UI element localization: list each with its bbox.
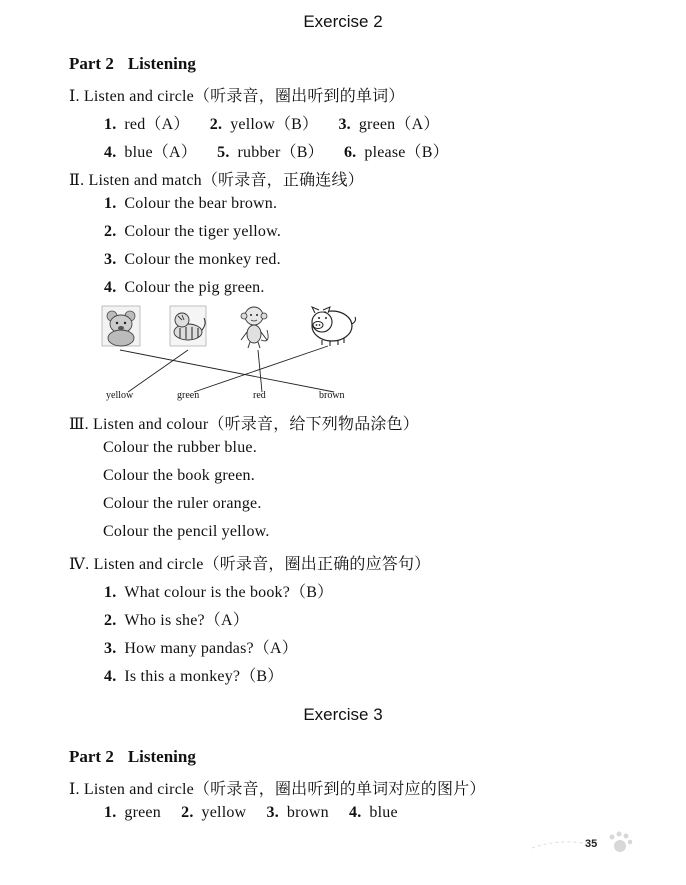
part-label: Part 2 xyxy=(69,747,114,766)
section-1-row-2 xyxy=(104,139,449,162)
list-item xyxy=(104,579,333,602)
bear-picture xyxy=(102,306,140,346)
list-item xyxy=(104,251,281,269)
part-name: Listening xyxy=(127,54,196,73)
item-text: yellow（B） xyxy=(230,116,319,133)
item-num: 1. xyxy=(104,804,117,821)
item-num: 1. xyxy=(104,584,117,601)
list-item: Colour the rubber blue. xyxy=(103,439,257,456)
exercise-3-title: Exercise 3 xyxy=(303,705,383,724)
page-number: 35 xyxy=(585,838,598,850)
section-1-title: Ⅰ. Listen and circle（听录音，圈出听到的单词对应的图片） xyxy=(69,781,486,798)
item-text: brown xyxy=(286,804,329,821)
item-text: rubber（B） xyxy=(237,144,324,161)
match-line xyxy=(120,350,334,392)
label-brown: brown xyxy=(319,390,345,401)
item-text: red（A） xyxy=(124,116,190,133)
item-num: 2. xyxy=(181,804,194,821)
section-4-title: Ⅳ. Listen and circle（听录音，圈出正确的应答句） xyxy=(69,556,431,573)
match-line xyxy=(258,350,262,392)
item-text: Is this a monkey?（B） xyxy=(124,668,284,685)
list-item: Colour the book green. xyxy=(103,467,255,484)
item-text: blue xyxy=(369,804,398,821)
item-text: yellow xyxy=(201,804,247,821)
section-1-title: Ⅰ. Listen and circle（听录音，圈出听到的单词） xyxy=(69,88,405,105)
match-line xyxy=(128,350,188,392)
item-text: What colour is the book?（B） xyxy=(124,584,334,601)
item-num: 2. xyxy=(104,612,117,629)
item-num: 4. xyxy=(104,279,117,296)
monkey-picture xyxy=(241,307,268,348)
item-num: 4. xyxy=(104,144,117,161)
item-text: green（A） xyxy=(358,116,440,133)
item-num: 3. xyxy=(338,116,351,133)
item-num: 1. xyxy=(104,116,117,133)
section-1-row xyxy=(104,804,398,822)
item-num: 6. xyxy=(343,144,357,161)
item-text: How many pandas?（A） xyxy=(124,640,298,657)
item-num: 4. xyxy=(104,668,117,685)
item-num: 3. xyxy=(104,251,117,268)
tiger-picture xyxy=(170,306,206,346)
part-heading xyxy=(69,54,210,74)
list-item xyxy=(104,223,281,241)
item-text: green xyxy=(124,804,161,821)
section-2-title: Ⅱ. Listen and match（听录音，正确连线） xyxy=(69,172,364,189)
section-1-row-1 xyxy=(104,111,440,134)
item-num: 5. xyxy=(217,144,230,161)
item-num: 4. xyxy=(349,804,362,821)
label-yellow: yellow xyxy=(106,390,134,401)
item-text: please（B） xyxy=(364,144,449,161)
label-red: red xyxy=(253,390,266,401)
section-3-title: Ⅲ. Listen and colour（听录音，给下列物品涂色） xyxy=(69,416,419,433)
item-text: Colour the pig green. xyxy=(124,279,265,296)
item-text: Colour the tiger yellow. xyxy=(124,223,282,240)
list-item: Colour the ruler orange. xyxy=(103,495,262,512)
list-item xyxy=(104,635,298,658)
pig-picture xyxy=(312,307,356,346)
exercise-2-title: Exercise 2 xyxy=(303,12,383,31)
list-item xyxy=(104,607,249,630)
item-num: 2. xyxy=(104,223,117,240)
item-text: Colour the bear brown. xyxy=(124,195,278,212)
part-name: Listening xyxy=(127,747,196,766)
item-num: 2. xyxy=(209,116,223,133)
matching-diagram xyxy=(98,302,368,402)
label-green: green xyxy=(177,390,200,401)
part-heading xyxy=(69,747,210,767)
item-text: Colour the monkey red. xyxy=(124,251,281,268)
list-item xyxy=(104,279,265,297)
item-text: Who is she?（A） xyxy=(124,612,249,629)
item-num: 3. xyxy=(266,804,279,821)
item-num: 1. xyxy=(104,195,117,212)
list-item xyxy=(104,195,277,213)
list-item xyxy=(104,663,284,686)
item-num: 3. xyxy=(104,640,117,657)
item-text: blue（A） xyxy=(124,144,197,161)
list-item: Colour the pencil yellow. xyxy=(103,523,270,540)
part-label: Part 2 xyxy=(69,54,114,73)
